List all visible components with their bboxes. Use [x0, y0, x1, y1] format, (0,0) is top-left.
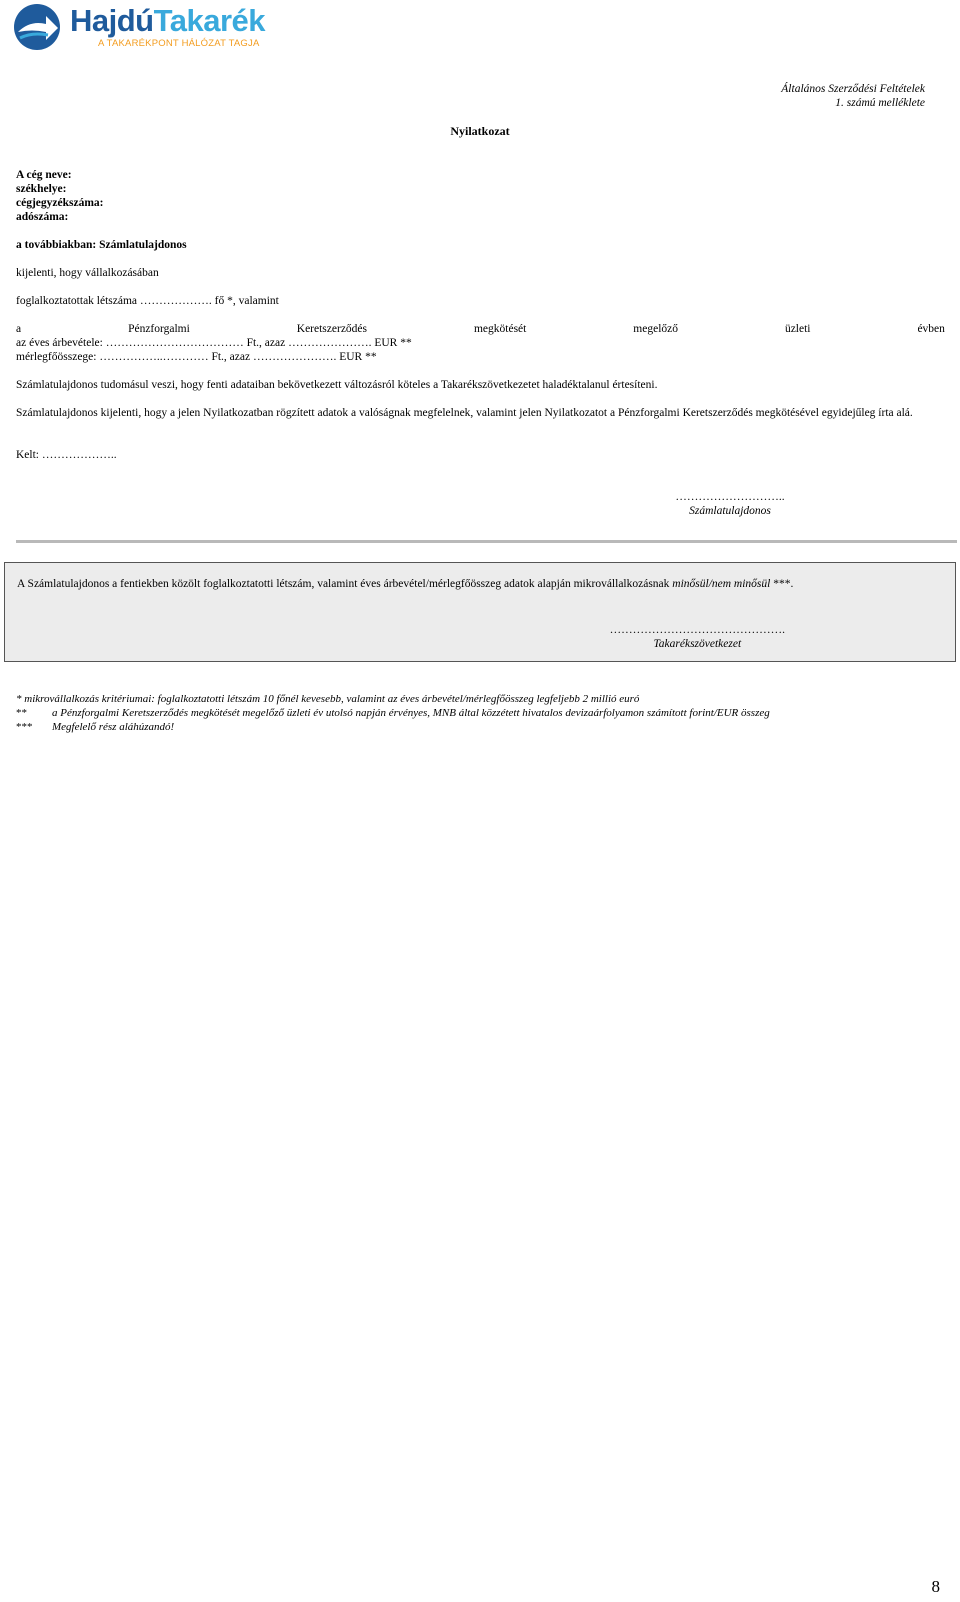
word: Pénzforgalmi	[128, 323, 190, 335]
footnote-text: * mikrovállalkozás kritériumai: foglalkoztatotti létszám 10 főnél kevesebb, valamint az éves árbevétel/mérlegfőösszeg legfeljebb 2 millió euró	[16, 693, 640, 705]
word: a	[16, 323, 22, 335]
company-field-seat: székhelye:	[16, 183, 67, 195]
bank-signature-dots: ……………………………………….	[609, 624, 785, 636]
bank-assessment-box	[4, 562, 956, 662]
word: megelőző	[633, 323, 678, 335]
header-line-2: 1. számú melléklete	[835, 97, 925, 109]
company-field-tax: adószáma:	[16, 211, 69, 223]
header-line-1: Általános Szerződési Feltételek	[781, 83, 925, 95]
company-field-name: A cég neve:	[16, 169, 72, 181]
signature-label: Számlatulajdonos	[689, 505, 771, 517]
footnote-2	[16, 706, 770, 720]
bank-signature-label: Takarékszövetkezet	[653, 638, 742, 650]
assessment-text-before: A Számlatulajdonos a fentiekben közölt foglalkoztatotti létszám, valamint éves árbevétel/mérlegfőösszeg adatok alapján mikrovállalkozásnak	[17, 578, 673, 590]
paragraph-notification: Számlatulajdonos tudomásul veszi, hogy fenti adataiban bekövetkezett változásról köteles a Takarékszövetkezetet haladéktalanul értesíteni.	[16, 379, 658, 391]
document-title: Nyilatkozat	[450, 124, 510, 138]
logo-tagline: A TAKARÉKPONT HÁLÓZAT TAGJA	[98, 38, 260, 49]
footnote-text: Megfelelő rész aláhúzandó!	[52, 721, 175, 733]
company-field-registration: cégjegyzékszáma:	[16, 197, 104, 209]
document-header	[781, 82, 925, 110]
word: évben	[917, 323, 945, 335]
word: üzleti	[784, 323, 811, 335]
word: Keretszerződés	[296, 323, 368, 335]
divider	[16, 540, 957, 543]
logo-name-part2: Takarék	[153, 3, 266, 38]
bank-logo	[12, 0, 266, 56]
account-holder-signature	[650, 490, 810, 518]
footnote-text: a Pénzforgalmi Keretszerződés megkötését megelőző üzleti év utolsó napján érvényes, MNB által közzétett hivatalos devizaárfolyamon számított forint/EUR összeg	[52, 707, 770, 719]
justified-line	[16, 322, 945, 336]
employees-line: foglalkoztatottak létszáma ………………. fő *, valamint	[16, 295, 279, 307]
logo-name	[70, 4, 265, 38]
logo-arrow-icon	[12, 2, 62, 52]
footnote-mark: ***	[16, 721, 33, 733]
assessment-text-after: ***.	[770, 578, 794, 590]
footnote-mark: **	[16, 707, 27, 719]
referred-as: a továbbiakban: Számlatulajdonos	[16, 239, 187, 251]
footnote-3	[16, 720, 174, 734]
revenue-line: az éves árbevétele: ……………………………… Ft., azaz …………………. EUR **	[16, 337, 412, 349]
assessment-text	[17, 577, 937, 591]
assessment-options: minősül/nem minősül	[672, 578, 771, 590]
footnote-1	[16, 692, 639, 706]
page-number: 8	[931, 1577, 940, 1596]
balance-line: mérlegfőösszege: ……………..………… Ft., azaz …………………. EUR **	[16, 351, 377, 363]
logo-name-part1: Hajdú	[70, 3, 154, 38]
word: megkötését	[473, 323, 527, 335]
bank-signature	[610, 623, 785, 651]
paragraph-declaration: Számlatulajdonos kijelenti, hogy a jelen Nyilatkozatban rögzített adatok a valóságnak megfelelnek, valamint jelen Nyilatkozatot a Pénzforgalmi Keretszerződés megkötésével egyidejűleg írta alá.	[16, 407, 913, 419]
signature-dots: ………………………..	[675, 491, 785, 503]
kelt-line: Kelt: ………………..	[16, 449, 117, 461]
declares-line: kijelenti, hogy vállalkozásában	[16, 267, 159, 279]
